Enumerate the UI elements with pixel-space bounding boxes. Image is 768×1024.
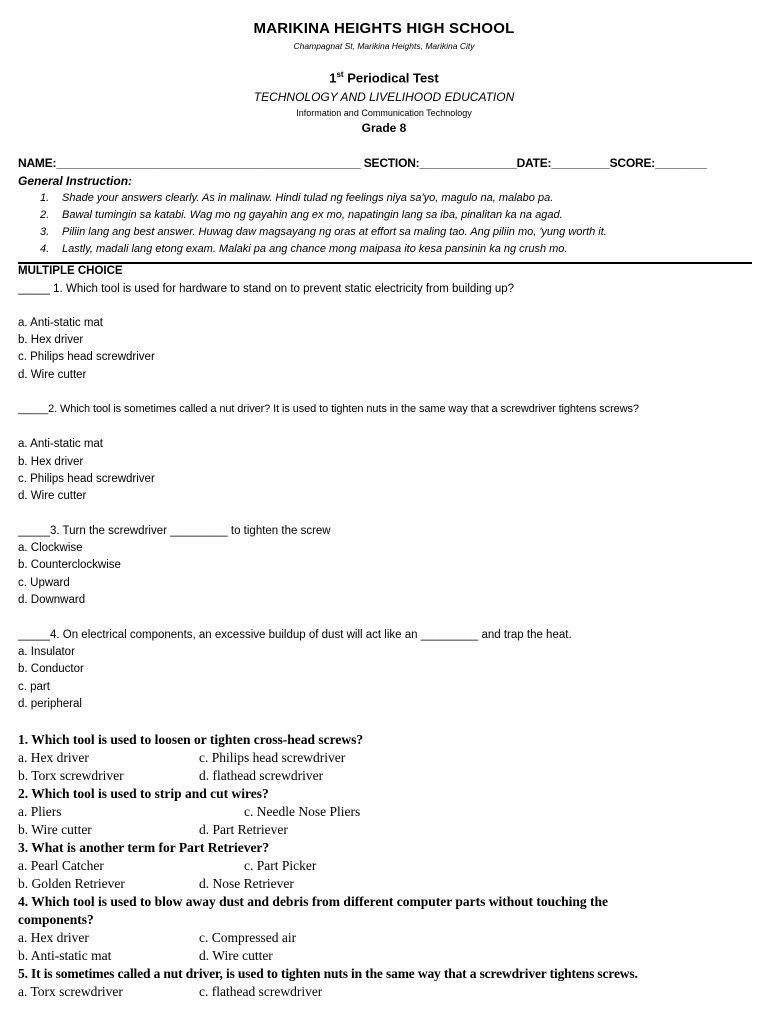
answer-option: a. Anti-static mat xyxy=(18,438,104,450)
section-divider xyxy=(18,262,752,264)
grade-level: Grade 8 xyxy=(361,121,407,135)
answer-option: a. Hex driver xyxy=(18,750,89,765)
answer-option: d. peripheral xyxy=(18,698,82,710)
instruction-item: 3. Piliin lang ang best answer. Huwag daw magsayang ng oras at effort sa maling tao. Ang piliin mo, 'yung worth it. xyxy=(40,226,607,238)
question-text: 3. What is another term for Part Retriever? xyxy=(18,840,270,855)
answer-option: a. Clockwise xyxy=(18,542,83,554)
question-text: 4. Which tool is used to blow away dust and debris from different computer parts without touching the xyxy=(18,894,609,909)
answer-option: d. Wire cutter xyxy=(199,948,273,963)
school-address: Champagnat St, Marikina Heights, Marikina City xyxy=(293,41,475,51)
answer-option: c. Upward xyxy=(18,577,70,589)
answer-option: c. flathead screwdriver xyxy=(199,984,323,999)
question-text: 1. Which tool is used to loosen or tighten cross-head screws? xyxy=(18,732,364,747)
question-text: _____3. Turn the screwdriver _________ to tighten the screw xyxy=(18,525,331,537)
answer-option: b. Golden Retriever xyxy=(18,876,125,891)
test-ordinal-suffix: st xyxy=(336,70,344,79)
answer-option: d. flathead screwdriver xyxy=(199,768,324,783)
answer-option: c. Philips head screwdriver xyxy=(18,351,155,363)
question-text: _____2. Which tool is sometimes called a nut driver? It is used to tighten nuts in the same way that a screwdriver tightens screws? xyxy=(18,403,639,415)
student-info-line: NAME:_______________________________________________ SECTION:_______________DATE:_________SCORE:________ xyxy=(18,156,707,170)
school-name: MARIKINA HEIGHTS HIGH SCHOOL xyxy=(253,20,515,37)
question-text: _____ 1. Which tool is used for hardware to stand on to prevent static electricity from building up? xyxy=(18,283,515,295)
answer-option: c. Compressed air xyxy=(199,930,297,945)
test-name: Periodical Test xyxy=(343,70,439,86)
answer-option: a. Anti-static mat xyxy=(18,317,104,329)
question-text: 2. Which tool is used to strip and cut wires? xyxy=(18,786,269,801)
test-title xyxy=(0,70,768,85)
test-ordinal: 1 xyxy=(329,70,337,86)
answer-option: b. Counterclockwise xyxy=(18,559,121,571)
answer-option: d. Nose Retriever xyxy=(199,876,294,891)
answer-option: b. Wire cutter xyxy=(18,822,92,837)
instruction-item: 1. Shade your answers clearly. As in malinaw. Hindi tulad ng feelings niya sa'yo, magulo na, malabo pa. xyxy=(40,192,554,204)
answer-option: b. Hex driver xyxy=(18,334,84,346)
answer-option: b. Conductor xyxy=(18,663,84,675)
answer-option: d. Wire cutter xyxy=(18,490,87,502)
instruction-item: 4. Lastly, madali lang etong exam. Malaki pa ang chance mong maipasa ito kesa pansinin ka ng crush mo. xyxy=(40,243,568,255)
multiple-choice-heading: MULTIPLE CHOICE xyxy=(18,265,123,277)
question-text-continued: components? xyxy=(18,912,94,927)
answer-option: c. Philips head screwdriver xyxy=(18,473,155,485)
question-text: 5. It is sometimes called a nut driver, is used to tighten nuts in the same way that a screwdriver tightens screws. xyxy=(18,966,638,981)
general-instruction-heading: General Instruction: xyxy=(18,174,133,188)
answer-option: a. Torx screwdriver xyxy=(18,984,123,999)
answer-option: c. part xyxy=(18,681,50,693)
strand-title: Information and Communication Technology xyxy=(296,108,472,118)
answer-option: c. Needle Nose Pliers xyxy=(244,804,361,819)
answer-option: c. Part Picker xyxy=(244,858,317,873)
answer-option: b. Anti-static mat xyxy=(18,948,112,963)
answer-option: a. Pearl Catcher xyxy=(18,858,104,873)
question-text: _____4. On electrical components, an excessive buildup of dust will act like an _________ and trap the heat. xyxy=(18,629,572,641)
subject-title: TECHNOLOGY AND LIVELIHOOD EDUCATION xyxy=(253,90,515,104)
instruction-item: 2. Bawal tumingin sa katabi. Wag mo ng gayahin ang ex mo, napatingin lang sa iba, pinalitan ka na agad. xyxy=(40,209,563,221)
answer-option: a. Insulator xyxy=(18,646,75,658)
answer-option: c. Philips head screwdriver xyxy=(199,750,346,765)
answer-option: d. Downward xyxy=(18,594,86,606)
answer-option: a. Hex driver xyxy=(18,930,89,945)
answer-option: a. Pliers xyxy=(18,804,62,819)
answer-option: b. Hex driver xyxy=(18,456,84,468)
answer-option: d. Wire cutter xyxy=(18,369,87,381)
answer-option: d. Part Retriever xyxy=(199,822,288,837)
answer-option: b. Torx screwdriver xyxy=(18,768,124,783)
